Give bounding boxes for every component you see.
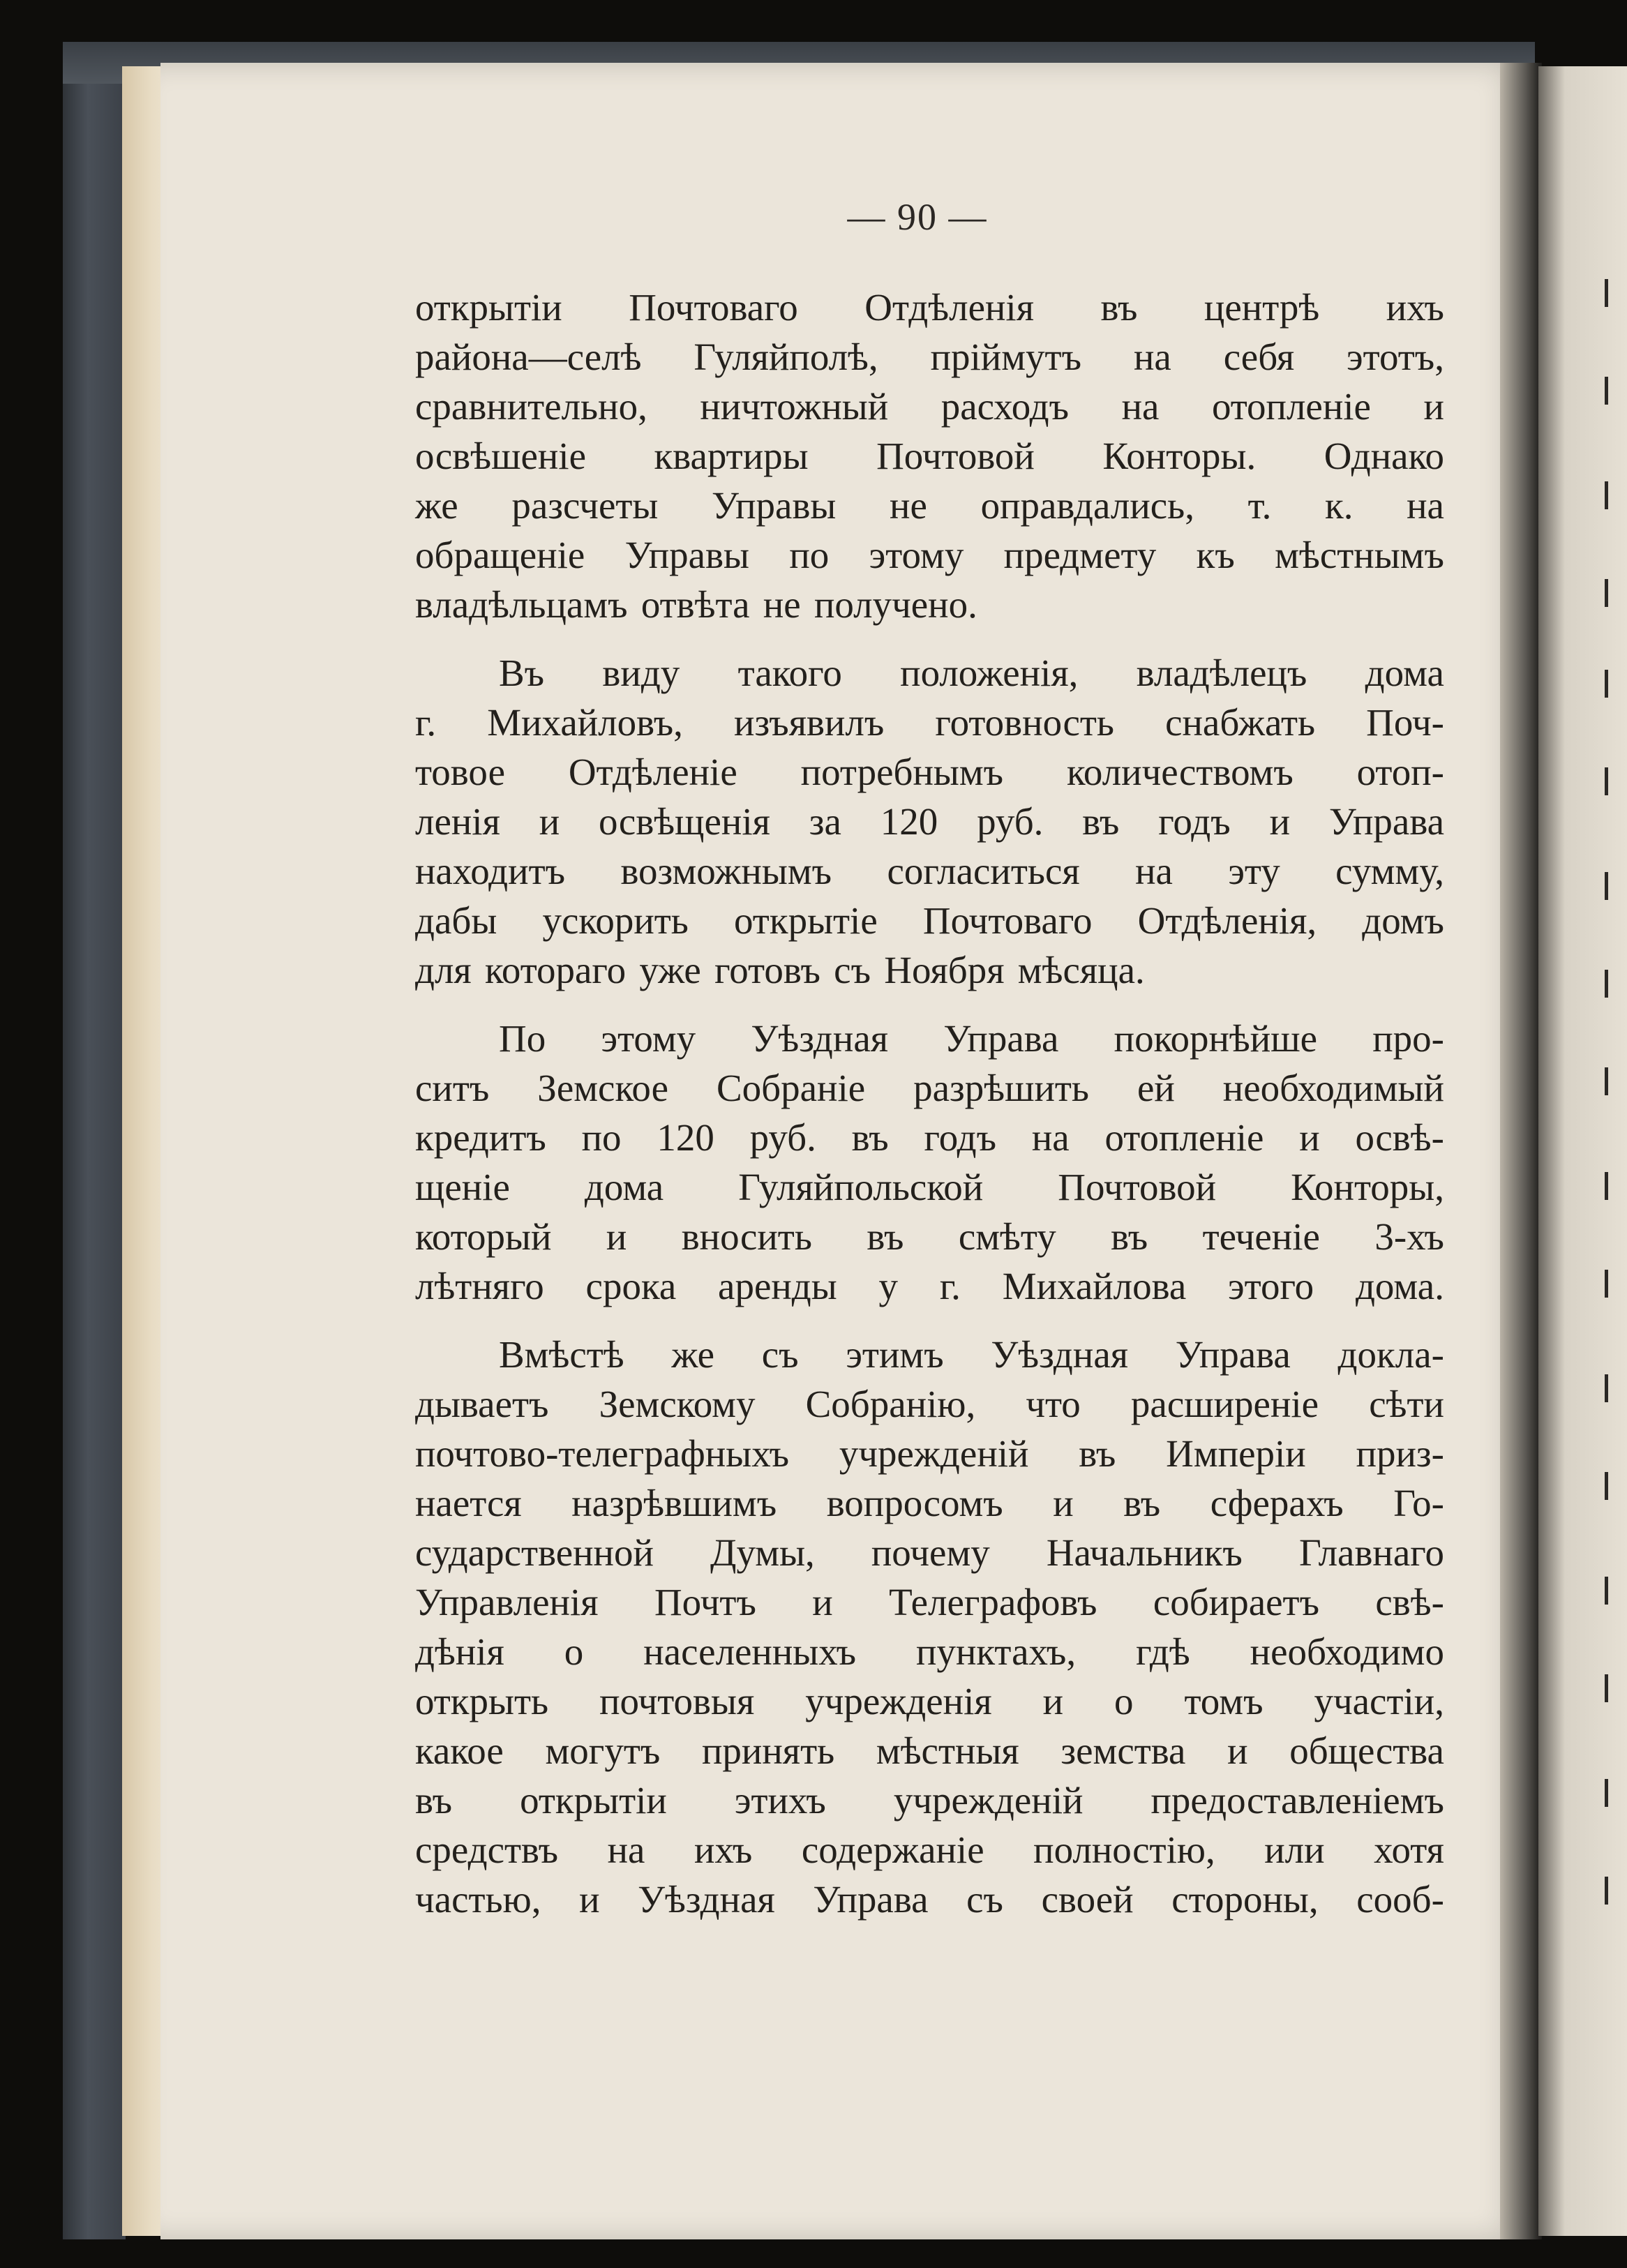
text-line: По этому Уѣздная Управа покорнѣйше про- — [499, 1017, 1444, 1060]
text-line: нается назрѣвшимъ вопросомъ и въ сферахъ Го- — [415, 1482, 1444, 1524]
paragraph — [415, 1014, 1444, 1311]
page-number: — 90 — — [847, 196, 988, 238]
paragraph — [415, 648, 1444, 995]
text-line: сударственной Думы, почему Начальникъ Главнаго — [415, 1531, 1444, 1574]
facing-page-glyph-fragments — [1605, 279, 1627, 1953]
text-line: Управленія Почтъ и Телеграфовъ собираетъ свѣ- — [415, 1581, 1444, 1623]
text-line: частью, и Уѣздная Управа съ своей стороны, сооб- — [415, 1878, 1444, 1921]
text-line: Въ виду такого положенія, владѣлецъ дома — [499, 652, 1444, 694]
text-line: щеніе дома Гуляйпольской Почтовой Конторы, — [415, 1166, 1444, 1208]
text-line: какое могутъ принять мѣстныя земства и общества — [415, 1729, 1444, 1772]
paragraph — [415, 1330, 1444, 1924]
text-line: дываетъ Земскому Собранію, что расширеніе сѣти — [415, 1383, 1444, 1425]
paragraph — [415, 283, 1444, 629]
text-line: освѣшеніе квартиры Почтовой Конторы. Однако — [415, 435, 1444, 477]
text-line: находитъ возможнымъ согласиться на эту сумму, — [415, 850, 1444, 892]
text-line: открытіи Почтоваго Отдѣленія въ центрѣ ихъ — [415, 286, 1444, 329]
text-line: почтово-телеграфныхъ учрежденій въ Имперіи приз- — [415, 1432, 1444, 1475]
text-line: кредитъ по 120 руб. въ годъ на отопленіе и освѣ- — [415, 1116, 1444, 1159]
text-line: средствъ на ихъ содержаніе полностію, или хотя — [415, 1828, 1444, 1871]
body-text — [415, 283, 1444, 1943]
text-line: который и вносить въ смѣту въ теченіе 3-хъ — [415, 1215, 1444, 1258]
text-line: открыть почтовыя учрежденія и о томъ участіи, — [415, 1680, 1444, 1722]
text-line: для котораго уже готовъ съ Ноября мѣсяца. — [415, 949, 1145, 991]
text-line: дѣнія о населенныхъ пунктахъ, гдѣ необходимо — [415, 1630, 1444, 1673]
book-gutter — [1500, 63, 1542, 2239]
text-line: г. Михайловъ, изъявилъ готовность снабжать Поч- — [415, 701, 1444, 744]
text-line: ленія и освѣщенія за 120 руб. въ годъ и Управа — [415, 800, 1444, 843]
text-line: дабы ускорить открытіе Почтоваго Отдѣленія, домъ — [415, 899, 1444, 942]
text-line: района—селѣ Гуляйполѣ, пріймутъ на себя этотъ, — [415, 336, 1444, 378]
text-line: ситъ Земское Собраніе разрѣшить ей необходимый — [415, 1067, 1444, 1109]
text-line: владѣльцамъ отвѣта не получено. — [415, 583, 977, 626]
text-line: обращеніе Управы по этому предмету къ мѣстнымъ — [415, 534, 1444, 576]
text-line: лѣтняго срока аренды у г. Михайлова этого дома. — [415, 1265, 1444, 1307]
book-cover-left — [63, 42, 126, 2239]
text-line: товое Отдѣленіе потребнымъ количествомъ отоп- — [415, 751, 1444, 793]
text-line: Вмѣстѣ же съ этимъ Уѣздная Управа доклa- — [499, 1333, 1444, 1376]
text-line: же разсчеты Управы не оправдались, т. к. на — [415, 484, 1444, 527]
text-line: сравнительно, ничтожный расходъ на отопленіе и — [415, 385, 1444, 428]
text-line: въ открытіи этихъ учрежденій предоставленіемъ — [415, 1779, 1444, 1822]
